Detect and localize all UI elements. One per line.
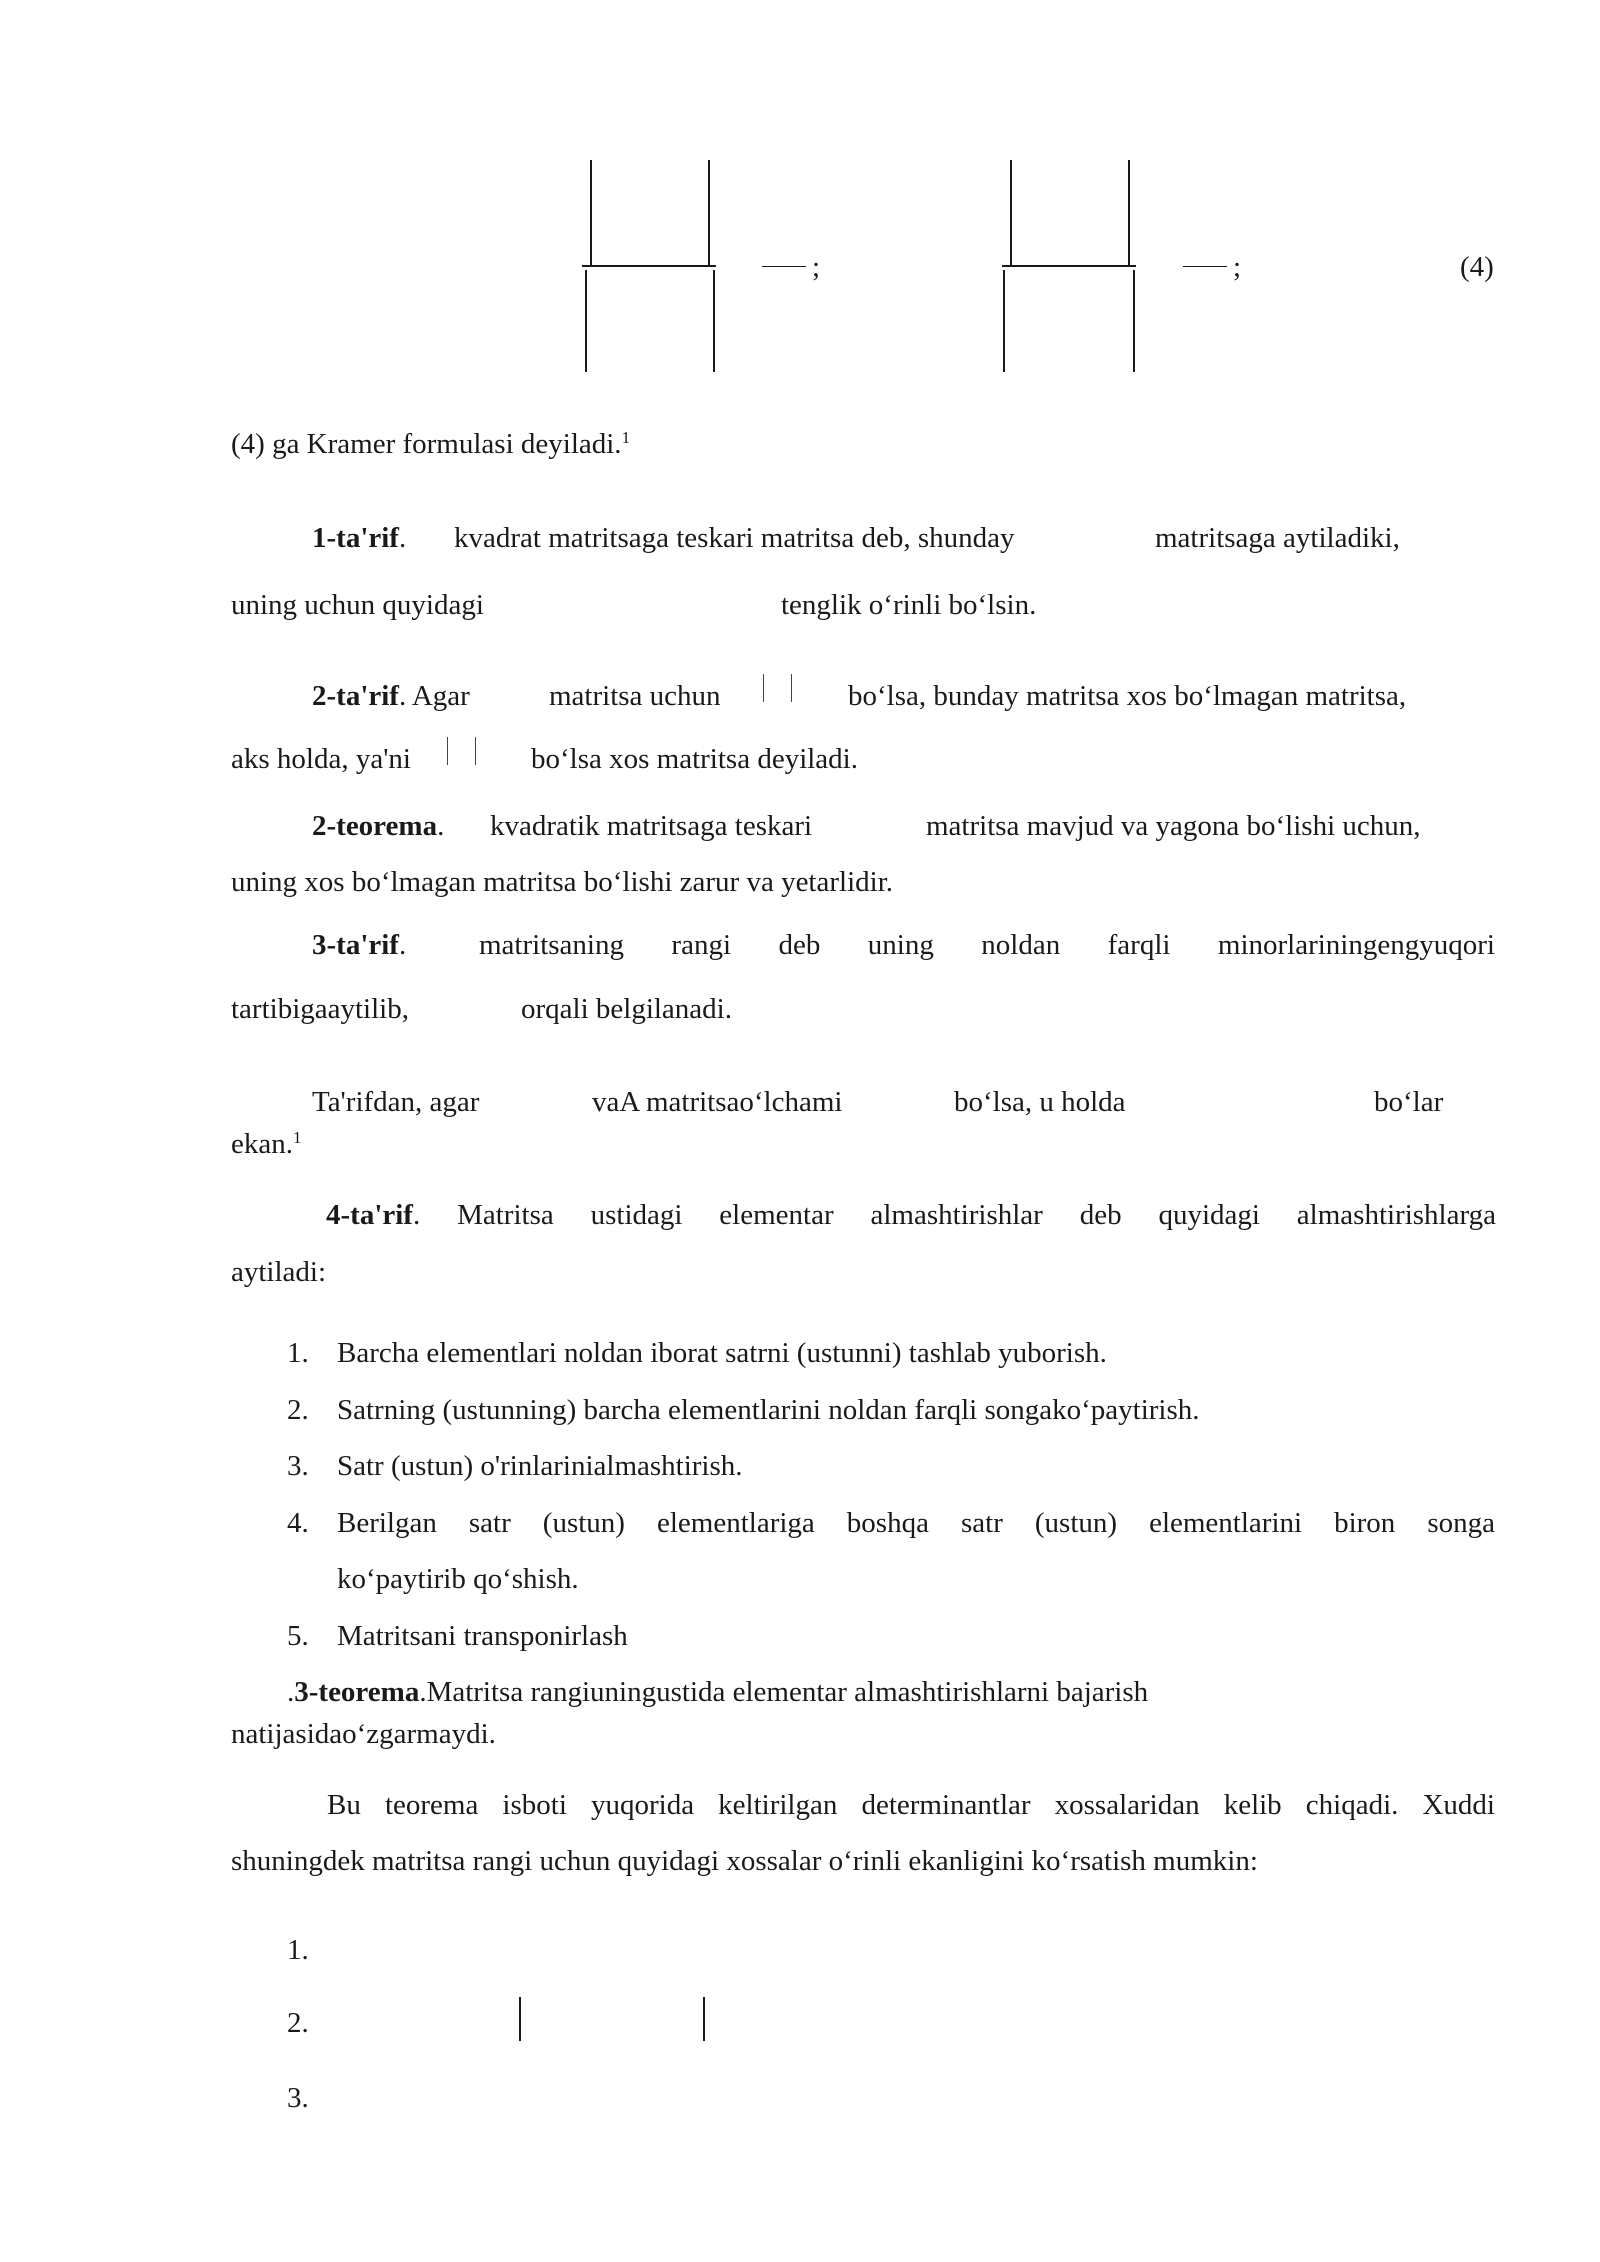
property-2-bar-left xyxy=(519,1997,521,2041)
definition-2-part-2: bo‘lsa, bunday matritsa xos bo‘lmagan matritsa, xyxy=(848,680,1407,712)
note-part-a: Ta'rifdan, agar xyxy=(312,1086,480,1118)
definition-4-line-1 xyxy=(326,1195,1496,1235)
dash-1 xyxy=(762,266,806,267)
proof-line-2: shuningdek matritsa rangi uchun quyidagi xossalar o‘rinli ekanligini ko‘rsatish mumkin: xyxy=(231,1845,1258,1877)
footnote-ref: 1 xyxy=(293,1128,302,1147)
theorem-2-dot: . xyxy=(437,810,445,842)
note-part-b: vaA matritsao‘lchami xyxy=(592,1086,843,1118)
note-ekan: ekan. xyxy=(231,1128,293,1160)
property-number: 3. xyxy=(287,2082,309,2114)
def3-word: uning xyxy=(867,929,934,961)
det-bar-left-2 xyxy=(447,737,448,765)
kramer-sentence xyxy=(231,424,630,464)
det-bar-right-2 xyxy=(475,737,476,765)
property-2-bar-right xyxy=(703,1997,705,2041)
definition-3-dot: . xyxy=(398,929,407,961)
list-item-number: 4. xyxy=(287,1507,309,1539)
definition-3-line-1 xyxy=(312,925,406,965)
definition-1-dot: . xyxy=(398,522,407,554)
note-line-2 xyxy=(231,1124,302,1164)
list-item-text: Barcha elementlari noldan iborat satrni (ustunni) tashlab yuborish. xyxy=(337,1337,1107,1369)
definition-3-words xyxy=(479,925,1495,965)
definition-1-label: 1-ta'rif xyxy=(312,522,399,554)
def3-word: deb xyxy=(778,929,821,961)
definition-4-dot: . xyxy=(412,1199,421,1231)
def3-word: noldan xyxy=(981,929,1061,961)
theorem-2-part-1: kvadratik matritsaga teskari xyxy=(490,810,813,842)
definition-2-line-1 xyxy=(312,676,470,716)
definition-4-line-2: aytiladi: xyxy=(231,1256,327,1288)
theorem-2-line-2: uning xos bo‘lmagan matritsa bo‘lishi zarur va yetarlidir. xyxy=(231,866,894,898)
property-number: 1. xyxy=(287,1934,309,1966)
det-numerator-bar-left-1 xyxy=(590,160,592,265)
definition-2-line-2b: bo‘lsa xos matritsa deyiladi. xyxy=(531,743,858,775)
definition-2-part-1: matritsa uchun xyxy=(549,680,721,712)
list-item-continuation: ko‘paytirib qo‘shish. xyxy=(337,1563,579,1595)
formula-separator-2: ; xyxy=(1233,251,1242,283)
det-bar-right xyxy=(791,674,792,702)
theorem-3-label: 3-teorema xyxy=(294,1676,420,1708)
definition-1-part-2: matritsaga aytiladiki, xyxy=(1155,522,1400,554)
det-denominator-bar-left-2 xyxy=(1003,270,1005,372)
note-part-c: bo‘lsa, u holda xyxy=(954,1086,1126,1118)
dash-2 xyxy=(1183,266,1227,267)
list-item-text: Satrning (ustunning) barcha elementlarini noldan farqli songako‘paytirish. xyxy=(337,1394,1200,1426)
definition-2-line-2a: aks holda, ya'ni xyxy=(231,743,411,775)
det-numerator-bar-right-2 xyxy=(1128,160,1130,265)
def3-word: minorlariningengyuqori xyxy=(1217,929,1495,961)
det-numerator-bar-right-1 xyxy=(708,160,710,265)
def3-word: farqli xyxy=(1107,929,1171,961)
list-item-text: Matritsani transponirlash xyxy=(337,1620,628,1652)
list-item-text: Berilgan satr (ustun) elementlariga boshqa satr (ustun) elementlarini biron songa xyxy=(337,1507,1495,1539)
fraction-line-1 xyxy=(582,265,716,267)
list-item-text: Satr (ustun) o'rinlarinialmashtirish. xyxy=(337,1450,743,1482)
formula-separator-1: ; xyxy=(812,251,821,283)
def3-word: rangi xyxy=(671,929,732,961)
footnote-ref: 1 xyxy=(621,428,631,447)
definition-1-part-1: kvadrat matritsaga teskari matritsa deb, shunday xyxy=(454,522,1015,554)
definition-3-line-2a: tartibigaaytilib, xyxy=(231,993,409,1025)
theorem-2-line-1 xyxy=(312,806,444,846)
definition-2-agar: . Agar xyxy=(398,680,470,712)
proof-line-1: Bu teorema isboti yuqorida keltirilgan determinantlar xossalaridan kelib chiqadi. Xuddi xyxy=(327,1789,1495,1821)
list-item-number: 2. xyxy=(287,1394,309,1426)
det-denominator-bar-right-1 xyxy=(713,270,715,372)
theorem-3-line-1 xyxy=(287,1672,1148,1712)
det-numerator-bar-left-2 xyxy=(1010,160,1012,265)
list-item-number: 5. xyxy=(287,1620,309,1652)
definition-4-label: 4-ta'rif xyxy=(326,1199,413,1231)
definition-1-line-2b: tenglik o‘rinli bo‘lsin. xyxy=(781,589,1037,621)
definition-2-label: 2-ta'rif xyxy=(312,680,399,712)
theorem-3-lead-dot: . xyxy=(287,1676,295,1708)
list-item-number: 3. xyxy=(287,1450,309,1482)
definition-1-line-2a: uning uchun quyidagi xyxy=(231,589,484,621)
theorem-3-line-2: natijasidao‘zgarmaydi. xyxy=(231,1718,496,1750)
kramer-text: (4) ga Kramer formulasi deyiladi. xyxy=(231,428,622,460)
theorem-3-text: .Matritsa rangiuningustida elementar almashtirishlarni bajarish xyxy=(419,1676,1149,1708)
fraction-line-2 xyxy=(1002,265,1136,267)
det-bar-left xyxy=(763,674,764,702)
definition-4-text: Matritsa ustidagi elementar almashtirishlar deb quyidagi almashtirishlarga xyxy=(457,1199,1496,1231)
det-denominator-bar-right-2 xyxy=(1133,270,1135,372)
equation-number: (4) xyxy=(1460,251,1494,283)
det-denominator-bar-left-1 xyxy=(585,270,587,372)
theorem-2-part-2: matritsa mavjud va yagona bo‘lishi uchun, xyxy=(926,810,1421,842)
list-item-number: 1. xyxy=(287,1337,309,1369)
definition-1-line-1 xyxy=(312,518,406,558)
property-number: 2. xyxy=(287,2007,309,2039)
definition-3-label: 3-ta'rif xyxy=(312,929,399,961)
theorem-2-label: 2-teorema xyxy=(312,810,438,842)
note-part-d: bo‘lar xyxy=(1374,1086,1444,1118)
def3-word: matritsaning xyxy=(479,929,624,961)
definition-3-line-2b: orqali belgilanadi. xyxy=(521,993,732,1025)
